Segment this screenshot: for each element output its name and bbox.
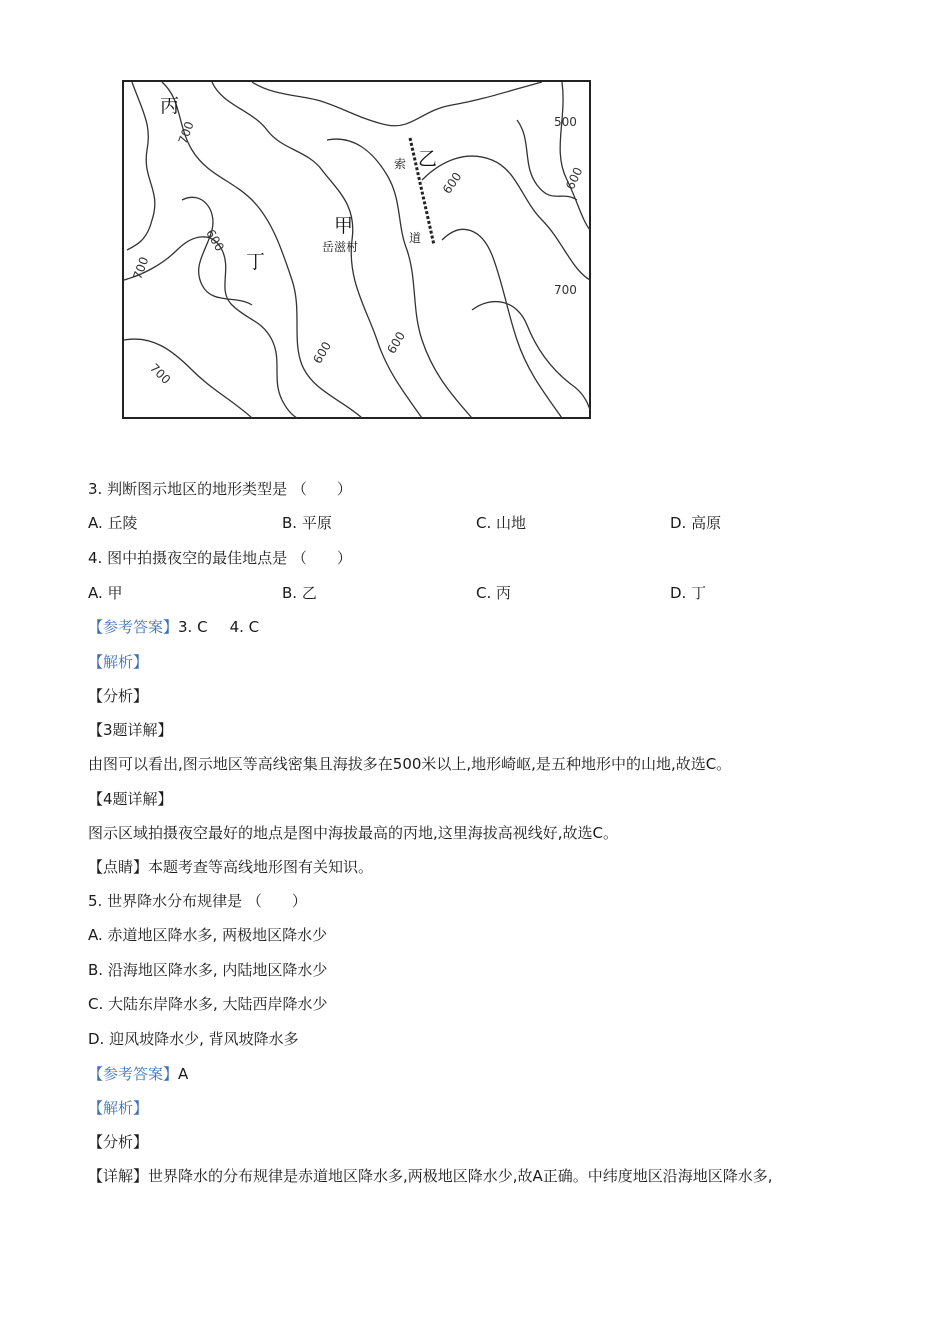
map-label-bing: 丙 xyxy=(160,95,180,117)
contour-label: 700 xyxy=(554,283,577,297)
q4-option-a[interactable]: A. 甲 xyxy=(88,584,123,602)
q5-option-b[interactable]: B. 沿海地区降水多, 内陆地区降水少 xyxy=(88,961,328,979)
contour-label: 500 xyxy=(554,115,577,129)
contour-label: 600 xyxy=(203,226,227,254)
contour-label: 600 xyxy=(310,339,334,367)
q5-detail: 【详解】世界降水的分布规律是赤道地区降水多,两极地区降水少,故A正确。中纬度地区沿海地区降水多, xyxy=(88,1167,773,1185)
answer-4: 4. C xyxy=(229,618,260,636)
contour-label: 700 xyxy=(175,119,197,146)
q3-option-b[interactable]: B. 平原 xyxy=(282,514,332,532)
q4-option-d[interactable]: D. 丁 xyxy=(670,584,707,602)
q4-stem: 4. 图中拍摄夜空的最佳地点是 （ ） xyxy=(88,549,352,567)
q4-detail-label: 【4题详解】 xyxy=(88,790,173,808)
contour-map-svg xyxy=(122,80,592,420)
map-label-village: 岳滋村 xyxy=(322,240,359,254)
contour-label: 600 xyxy=(384,329,408,357)
q5-option-d[interactable]: D. 迎风坡降水少, 背风坡降水多 xyxy=(88,1030,299,1048)
q4-options xyxy=(88,582,868,604)
q3-option-c[interactable]: C. 山地 xyxy=(476,514,527,532)
q3-options xyxy=(88,512,868,534)
dianjing: 【点睛】本题考查等高线地形图有关知识。 xyxy=(88,858,374,876)
answer-label: 【参考答案】 xyxy=(88,618,179,636)
answer-3: 3. C xyxy=(178,618,208,636)
map-label-jia: 甲 xyxy=(334,215,354,237)
q3-option-a[interactable]: A. 丘陵 xyxy=(88,514,138,532)
answer5-label: 【参考答案】 xyxy=(88,1065,179,1083)
map-label-ding: 丁 xyxy=(246,251,266,273)
contour-map xyxy=(122,80,592,420)
q4-option-c[interactable]: C. 丙 xyxy=(476,584,512,602)
fenxi-label-2: 【分析】 xyxy=(88,1133,149,1151)
q3-detail-text: 由图可以看出,图示地区等高线密集且海拔多在500米以上,地形崎岖,是五种地形中的山地,故选C。 xyxy=(88,755,732,773)
map-label-cable-2: 道 xyxy=(409,231,422,245)
contour-label: 600 xyxy=(439,169,465,197)
q4-detail-text: 图示区域拍摄夜空最好的地点是图中海拔最高的丙地,这里海拔高视线好,故选C。 xyxy=(88,824,619,842)
q3-stem: 3. 判断图示地区的地形类型是 （ ） xyxy=(88,480,352,498)
q4-option-b[interactable]: B. 乙 xyxy=(282,584,317,602)
fenxi-label: 【分析】 xyxy=(88,687,149,705)
q3-detail-label: 【3题详解】 xyxy=(88,721,173,739)
q3-option-d[interactable]: D. 高原 xyxy=(670,514,722,532)
q5-option-c[interactable]: C. 大陆东岸降水多, 大陆西岸降水少 xyxy=(88,995,328,1013)
q5-stem: 5. 世界降水分布规律是 （ ） xyxy=(88,892,307,910)
contour-label: 600 xyxy=(563,165,586,192)
answer5-value: A xyxy=(178,1065,189,1083)
contour-label: 700 xyxy=(130,254,152,282)
answer-5 xyxy=(88,1063,188,1085)
q5-option-a[interactable]: A. 赤道地区降水多, 两极地区降水少 xyxy=(88,926,328,944)
analysis-label: 【解析】 xyxy=(88,653,149,671)
answer-34 xyxy=(88,616,259,638)
analysis-label-2: 【解析】 xyxy=(88,1099,149,1117)
contour-label: 700 xyxy=(147,360,174,387)
map-label-cable-1: 索 xyxy=(394,157,407,171)
map-label-yi: 乙 xyxy=(418,148,438,170)
